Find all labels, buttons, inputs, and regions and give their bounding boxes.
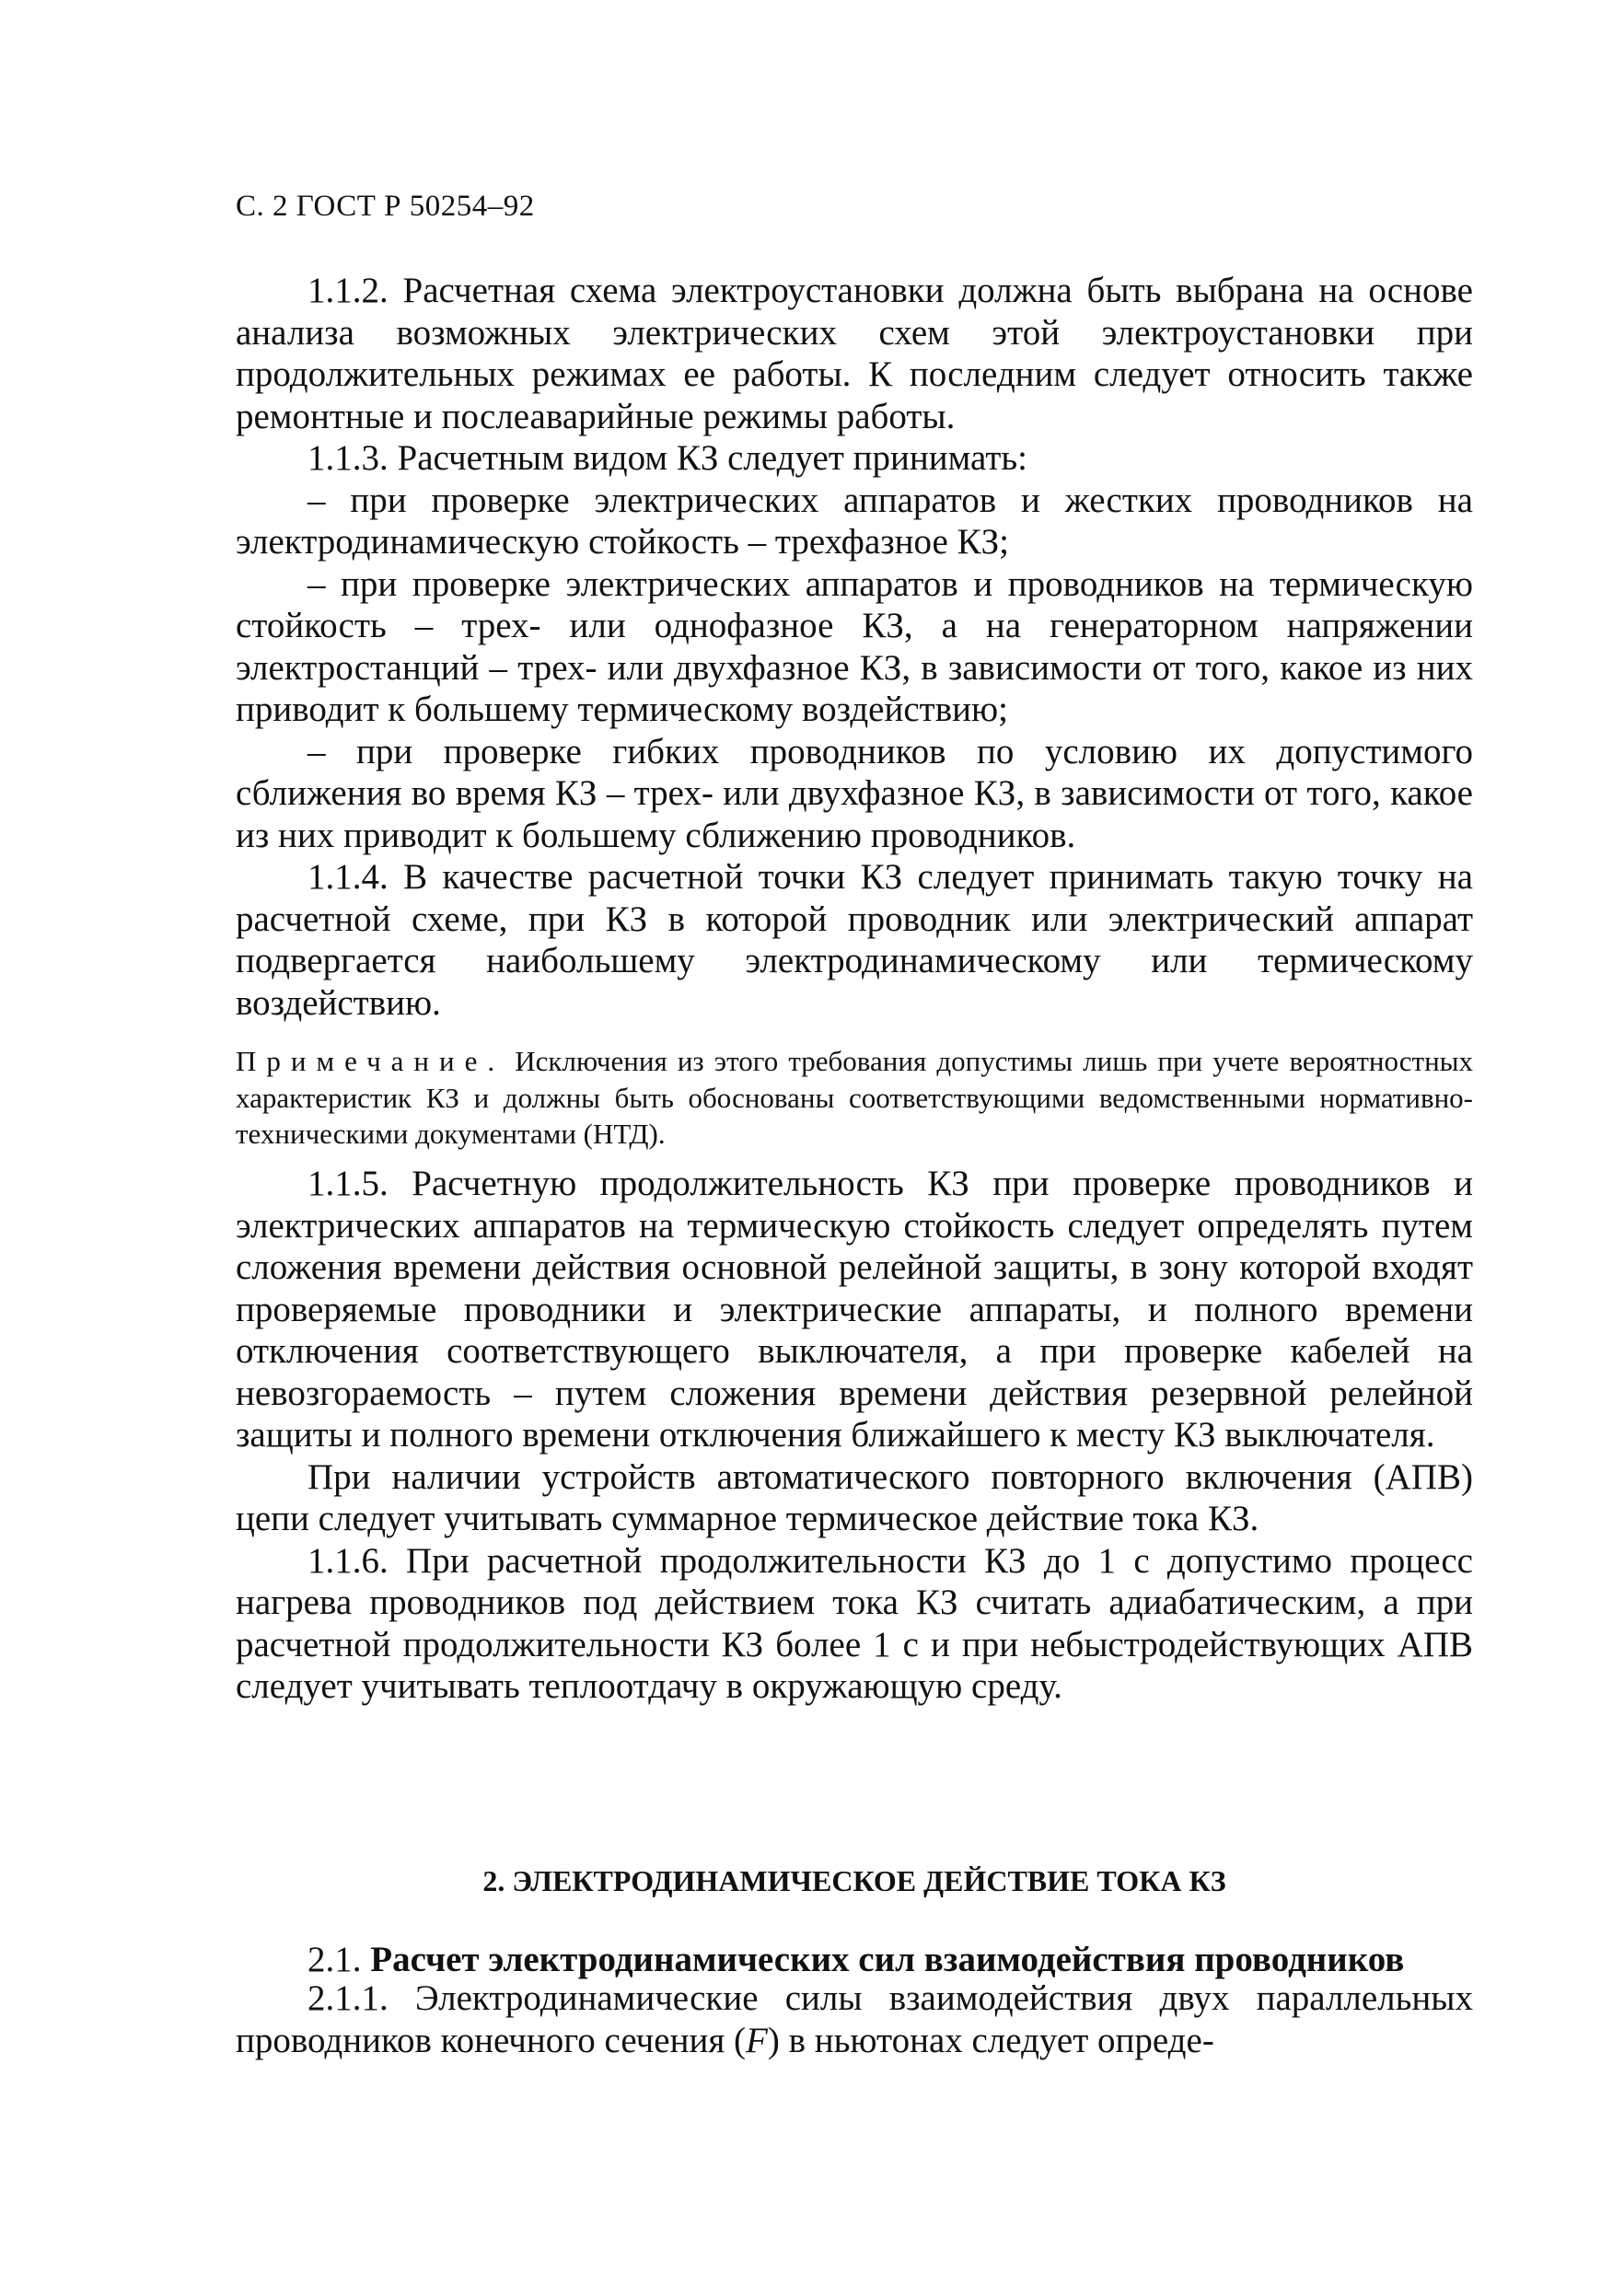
note-label: Примечание. bbox=[236, 1045, 505, 1077]
subsection-number: 2.1. bbox=[307, 1940, 362, 1979]
section-2-heading: 2. ЭЛЕКТРОДИНАМИЧЕСКОЕ ДЕЙСТВИЕ ТОКА КЗ bbox=[482, 1864, 1226, 1897]
section-1-continued-block bbox=[236, 1163, 1473, 1708]
paragraph-1-1-3: 1.1.3. Расчетным видом КЗ следует принимать: bbox=[307, 438, 1027, 478]
subsection-title: Расчет электродинамических сил взаимодействия проводников bbox=[370, 1940, 1405, 1979]
section-2-text-block bbox=[236, 1977, 1473, 2061]
paragraph-1-1-5: 1.1.5. Расчетную продолжительность КЗ при проверке проводников и электрических аппаратов на термическую стойкость следует определять путем сложения времени действия основной релейной защиты, в зону которой входят проверяемые проводники и электрические аппараты, и полного времени отключения соответствующего выключателя, а при проверке кабелей на невозгораемость – путем сложения времени действия резервной релейной защиты и полного времени отключения ближайшего к месту КЗ выключателя. bbox=[236, 1164, 1473, 1455]
paragraph-2-1-1-start: 2.1.1. Электродинамические силы взаимодействия двух параллельных проводников конечного сечения ( bbox=[236, 1978, 1473, 2060]
paragraph-1-1-2: 1.1.2. Расчетная схема электроустановки должна быть выбрана на основе анализа возможных электрических схем этой электроустановки при продолжительных режимах ее работы. К последним следует относить также ремонтные и послеаварийные режимы работы. bbox=[236, 271, 1473, 436]
list-item-electrodynamic: – при проверке электрических аппаратов и жестких проводников на электродинамическую стойкость – трехфазное КЗ; bbox=[236, 480, 1473, 562]
force-variable: F bbox=[746, 2020, 768, 2060]
paragraph-apv: При наличии устройств автоматического повторного включения (АПВ) цепи следует учитывать суммарное термическое действие тока КЗ. bbox=[236, 1456, 1473, 1538]
paragraph-2-1-1-end: ) в ньютонах следует опреде- bbox=[767, 2020, 1214, 2060]
paragraph-1-1-6: 1.1.6. При расчетной продолжительности КЗ до 1 с допустимо процесс нагрева проводников под действием тока КЗ считать адиабатическим, а при расчетной продолжительности КЗ более 1 с и при небыстродействующих АПВ следует учитывать теплоотдачу в окружающую среду. bbox=[236, 1540, 1473, 1706]
list-item-flexible-conductors: – при проверке гибких проводников по условию их допустимого сближения во время КЗ – трех- или двухфазное КЗ, в зависимости от того, какое из них приводит к большему сближению проводников. bbox=[236, 731, 1473, 855]
paragraph-1-1-4: 1.1.4. В качестве расчетной точки КЗ следует принимать такую точку на расчетной схеме, при КЗ в которой проводник или электрический аппарат подвергается наибольшему электродинамическому или термическому воздействию. bbox=[236, 857, 1473, 1023]
list-item-thermal: – при проверке электрических аппаратов и проводников на термическую стойкость – трех- или однофазное КЗ, а на генераторном напряжении электростанций – трех- или двухфазное КЗ, в зависимости от того, какое из них приводит к большему термическому воздействию; bbox=[236, 563, 1473, 729]
subsection-2-1-heading bbox=[307, 1939, 1404, 1980]
note-paragraph bbox=[236, 1043, 1473, 1153]
section-1-text-block bbox=[236, 270, 1473, 1024]
paragraph-2-1-1 bbox=[236, 1977, 1473, 2061]
note-text: Исключения из этого требования допустимы лишь при учете вероятностных характеристик КЗ и должны быть обоснованы соответствующими ведомственными нормативно-техническими документами (НТД). bbox=[236, 1045, 1473, 1150]
running-header: С. 2 ГОСТ Р 50254–92 bbox=[236, 190, 535, 223]
note-block bbox=[236, 1043, 1473, 1153]
